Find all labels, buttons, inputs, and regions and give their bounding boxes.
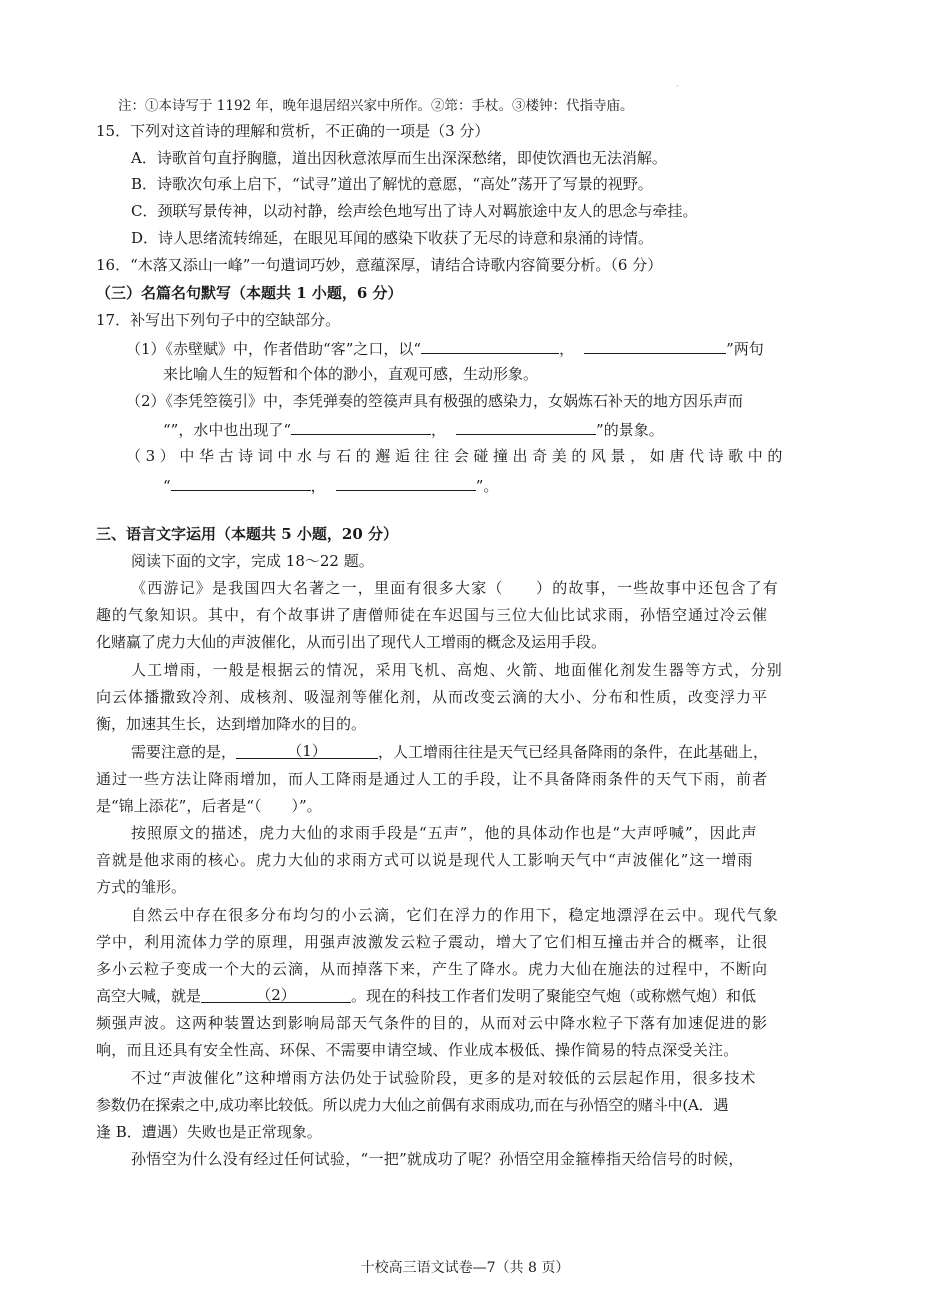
q17-stem: 17．补写出下列句子中的空缺部分。 (96, 311, 341, 329)
q15-stem: 15．下列对这首诗的理解和赏析，不正确的一项是（3 分） (96, 122, 490, 140)
passage-p4-line3: 方式的雏形。 (96, 878, 187, 896)
passage-p5-line6: 响，而且还具有安全性高、环保、不需要申请空域、作业成本极低、操作简易的特点深受关注。 (96, 1041, 739, 1059)
q17-item-3-line1: （3）中华古诗词中水与石的邂逅往往会碰撞出奇美的风景，如唐代诗歌中的 (126, 447, 787, 465)
q15-option-c: C．颈联写景传神，以动衬静，绘声绘色地写出了诗人对羁旅途中友人的思念与牵挂。 (131, 202, 698, 220)
q17-item-3-quote-open: “ (163, 477, 171, 495)
passage-p5-text-b: 。现在的科技工作者们发明了聚能空气炮（或称燃气炮）和低 (351, 987, 757, 1005)
corner-mark: · (676, 82, 679, 91)
passage-p1-line2: 趣的气象知识。其中，有个故事讲了唐僧师徒在车迟国与三位大仙比试求雨，孙悟空通过冷云催 (96, 606, 769, 624)
passage-blank-1[interactable] (236, 742, 378, 759)
passage-blank-1-label: （1） (287, 742, 327, 760)
passage-p3-text-b: ，人工增雨往往是天气已经具备降雨的条件，在此基础上， (378, 743, 769, 761)
passage-p2-line3: 衡，加速其生长，达到增加降水的目的。 (96, 715, 367, 733)
passage-p7-line1: 孙悟空为什么没有经过任何试验，“一把”就成功了呢？孙悟空用金箍棒指天给信号的时候， (131, 1150, 744, 1168)
q17-item-2-line2 (163, 418, 664, 440)
page-footer: 十校高三语文试卷—7（共 8 页） (360, 1260, 570, 1276)
passage-p5-line3: 多小云粒子变成一个大的云滴，从而掉落下来，产生了降水。虎力大仙在施法的过程中，不断向 (96, 960, 769, 978)
passage-p5-line4 (96, 986, 756, 1006)
q17-item-1-text: （1）《赤壁赋》中，作者借助“客”之口，以“ (126, 340, 422, 358)
q17-item-1-end: ”两句 (726, 340, 764, 358)
passage-p5-text-a: 高空大喊，就是 (96, 987, 202, 1005)
passage-p4-line2: 音就是他求雨的核心。虎力大仙的求雨方式可以说是现代人工影响天气中“声波催化”这一增雨 (96, 851, 754, 869)
q15-option-d: D．诗人思绪流转绵延，在眼见耳闻的感染下收获了无尽的诗意和泉涌的诗情。 (131, 229, 654, 247)
q17-item-3-end: ”。 (475, 477, 499, 495)
passage-p3-line3: 是“锦上添花”，后者是“（ ）”。 (96, 797, 322, 815)
passage-p3-text-a: 需要注意的是， (131, 743, 237, 761)
poem-note: 注：①本诗写于 1192 年，晚年退居绍兴家中所作。②筇：手杖。③楼钟：代指寺庙。 (118, 98, 634, 114)
q17-item-2-quote-open: “ (163, 421, 171, 439)
q17-item-2-line1: （2）《李凭箜篌引》中，李凭弹奏的箜篌声具有极强的感染力，女娲炼石补天的地方因乐声而 (126, 392, 744, 410)
q17-item-2-blank-b[interactable] (456, 418, 596, 435)
q17-item-3-sep: ， (310, 477, 326, 495)
q15-option-b: B．诗歌次句承上启下，“试寻”道出了解忧的意愿，“高处”荡开了写景的视野。 (131, 175, 653, 193)
passage-p6-line1: 不过“声波催化”这种增雨方法仍处于试验阶段，更多的是对较低的云层起作用，很多技术 (131, 1069, 757, 1087)
q17-item-1-line2: 来比喻人生的短暂和个体的渺小，直观可感，生动形象。 (163, 365, 539, 383)
passage-p5-line2: 学中，利用流体力学的原理，用强声波激发云粒子震动，增大了它们相互撞击并合的概率，让很 (96, 933, 769, 951)
passage-blank-2[interactable] (201, 986, 351, 1003)
passage-p6-line3: 逢 B．遭遇）失败也是正常现象。 (96, 1123, 322, 1141)
passage-p5-line5: 频强声波。这两种装置达到影响局部天气条件的目的，从而对云中降水粒子下落有加速促进的影 (96, 1014, 769, 1032)
passage-p5-line1: 自然云中存在很多分布均匀的小云滴，它们在浮力的作用下，稳定地漂浮在云中。现代气象 (131, 906, 780, 924)
passage-p4-line1: 按照原文的描述，虎力大仙的求雨手段是“五声”，他的具体动作也是“大声呼喊”，因此声 (131, 824, 758, 842)
q17-item-3-blank-b[interactable] (336, 474, 476, 491)
q17-item-2-sep: ， (431, 421, 447, 439)
q17-item-3-blank-a[interactable] (171, 474, 311, 491)
q17-item-1-blank-a[interactable] (421, 337, 559, 354)
q17-item-3-line2 (163, 474, 498, 496)
passage-p1-line1: 《西游记》是我国四大名著之一，里面有很多大家（ ）的故事，一些故事中还包含了有 (131, 579, 780, 597)
q17-item-1-blank-b[interactable] (584, 337, 726, 354)
reading-intro: 阅读下面的文字，完成 18～22 题。 (131, 552, 374, 570)
q15-option-a: A．诗歌首句直抒胸臆，道出因秋意浓厚而生出深深愁绪，即使饮酒也无法消解。 (131, 149, 667, 167)
q17-item-1-sep: ， (559, 340, 575, 358)
passage-p1-line3: 化赌赢了虎力大仙的声波催化，从而引出了现代人工增雨的概念及运用手段。 (96, 633, 607, 651)
passage-p6-line2: 参数仍在探索之中,成功率比较低。所以虎力大仙之前偶有求雨成功,而在与孙悟空的赌斗中(A．遇 (96, 1096, 729, 1114)
q17-item-2-text: ”，水中也出现了“ (170, 421, 292, 439)
section-title-famous-lines: （三）名篇名句默写（本题共 1 小题，6 分） (96, 284, 403, 302)
passage-p2-line1: 人工增雨，一般是根据云的情况，采用飞机、高炮、火箭、地面催化剂发生器等方式，分别 (131, 661, 784, 679)
passage-p3-line1 (131, 742, 768, 762)
part-3-title: 三、语言文字运用（本题共 5 小题，20 分） (96, 525, 398, 543)
passage-blank-2-label: （2） (256, 986, 296, 1004)
passage-p2-line2: 向云体播撒致冷剂、成核剂、吸湿剂等催化剂，从而改变云滴的大小、分布和性质，改变浮力平 (96, 688, 769, 706)
q17-item-1-line1 (126, 337, 764, 359)
q17-item-2-blank-a[interactable] (291, 418, 431, 435)
passage-p3-line2: 通过一些方法让降雨增加，而人工降雨是通过人工的手段，让不具备降雨条件的天气下雨，前者 (96, 770, 769, 788)
q16-stem: 16．“木落又添山一峰”一句遣词巧妙，意蕴深厚，请结合诗歌内容简要分析。（6 分） (96, 256, 663, 274)
q17-item-2-end: ”的景象。 (596, 421, 664, 439)
